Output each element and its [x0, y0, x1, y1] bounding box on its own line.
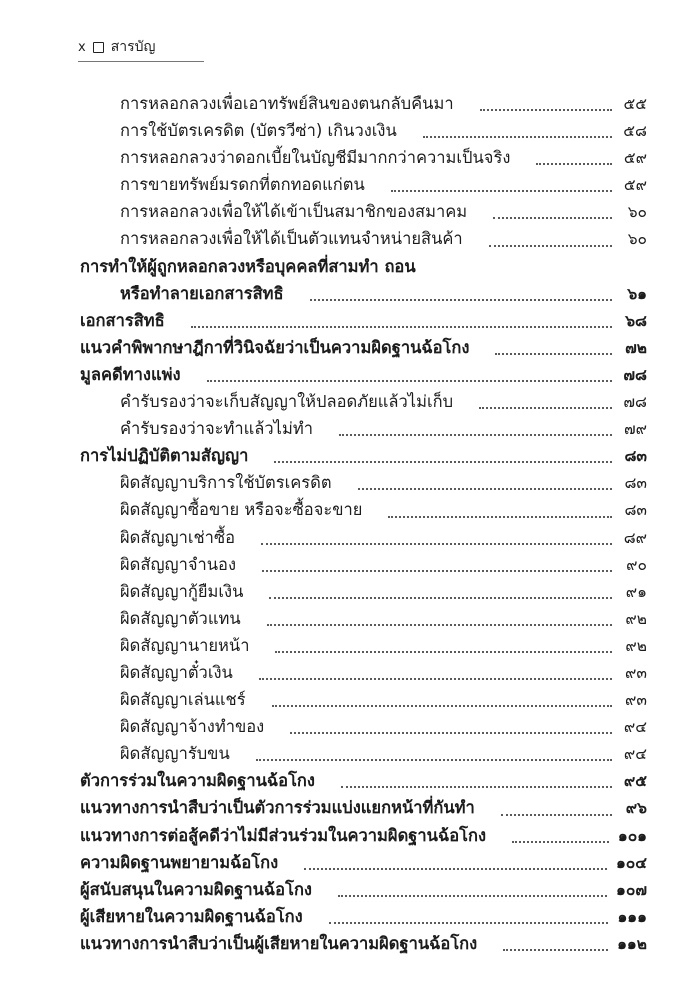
- dot-leader: [259, 678, 612, 680]
- dot-leader: [275, 651, 612, 653]
- toc-entry-page-number: ๕๘: [623, 122, 647, 141]
- dot-leader: [358, 488, 612, 490]
- toc-entry-page-number: ๙๓: [625, 663, 647, 682]
- dot-leader: [310, 299, 612, 301]
- dot-leader: [512, 841, 609, 843]
- toc-entry: [80, 171, 647, 198]
- toc-entry: [80, 90, 647, 117]
- toc-entry-label: แนวทางการนำสืบว่าเป็นตัวการร่วมแบ่งแยกหน้าที่กันทำ: [80, 798, 475, 818]
- toc-entry: [80, 794, 647, 821]
- dot-leader: [207, 380, 612, 382]
- dot-leader: [338, 895, 607, 897]
- toc-entry: [80, 605, 647, 632]
- toc-entry-page-number: ๖๐: [627, 230, 647, 249]
- toc-entry-page-number: ๘๓: [624, 474, 647, 493]
- toc-entry: [80, 442, 647, 469]
- toc-entry-label: ผิดสัญญาจ้างทำของ: [120, 717, 265, 737]
- toc-entry-page-number: ๙๒: [625, 636, 647, 655]
- toc-entry-label: มูลคดีทางแพ่ง: [80, 364, 181, 384]
- dot-leader: [269, 597, 612, 599]
- toc-entry-page-number: ๘๓: [624, 501, 647, 520]
- toc-entry-page-number: ๘๙: [623, 528, 647, 547]
- toc-entry-label: การทำให้ผู้ถูกหลอกลวงหรือบุคคลที่สามทำ ถอน: [80, 256, 416, 276]
- toc-entry-label: ผิดสัญญาเช่าซื้อ: [120, 527, 236, 547]
- toc-entry-page-number: ๙๔: [623, 718, 647, 737]
- toc-entry: [80, 578, 647, 605]
- toc-entry-page-number: ๑๐๔: [615, 853, 647, 872]
- running-header: [78, 36, 155, 58]
- toc-entry: [80, 903, 647, 930]
- toc-entry: [80, 713, 647, 740]
- toc-entry-label: การหลอกลวงว่าดอกเบี้ยในบัญชีมีมากกว่าความเป็นจริง: [120, 148, 511, 168]
- toc-entry: [80, 496, 647, 523]
- toc-entry-label: ผิดสัญญากู้ยืมเงิน: [120, 581, 244, 601]
- toc-entry-page-number: ๕๙: [623, 149, 647, 168]
- toc-entry-label: คำรับรองว่าจะเก็บสัญญาให้ปลอดภัยแล้วไม่เก็บ: [120, 392, 454, 412]
- toc-entry: [80, 767, 647, 794]
- toc-entry: [80, 551, 647, 578]
- toc-entry-label: ผิดสัญญาซื้อขาย หรือจะซื้อจะขาย: [120, 500, 363, 520]
- dot-leader: [391, 190, 612, 192]
- toc-entry-page-number: ๑๐๑: [617, 826, 647, 845]
- toc-entry-page-number: ๘๓: [624, 447, 647, 466]
- toc-entry-label: การหลอกลวงเพื่อให้ได้เข้าเป็นสมาชิกของสมาคม: [120, 202, 468, 222]
- page-number: x: [78, 39, 86, 55]
- toc-entry-label: ผิดสัญญาบริการใช้บัตรเครดิต: [120, 473, 332, 493]
- toc-entry: [80, 280, 647, 307]
- dot-leader: [272, 705, 612, 707]
- toc-entry-page-number: ๙๖: [625, 799, 647, 818]
- toc-entry: [80, 469, 647, 496]
- header-rule: [78, 61, 204, 62]
- dot-leader: [536, 163, 612, 165]
- toc-entry-label: การขายทรัพย์มรดกที่ตกทอดแก่ตน: [120, 175, 365, 195]
- toc-entry: [80, 659, 647, 686]
- toc-entry: [80, 225, 647, 252]
- toc-entry: [80, 930, 647, 957]
- toc-entry-page-number: ๑๐๗: [616, 880, 647, 899]
- table-of-contents: [80, 90, 647, 957]
- toc-entry: [80, 198, 647, 225]
- toc-entry-label: ผู้เสียหายในความผิดฐานฉ้อโกง: [80, 906, 303, 926]
- toc-entry: [80, 415, 647, 442]
- dot-leader: [480, 109, 612, 111]
- toc-entry: [80, 253, 647, 280]
- dot-leader: [493, 217, 612, 219]
- toc-entry: [80, 822, 647, 849]
- dot-leader: [423, 136, 612, 138]
- toc-entry-page-number: ๗๒: [625, 338, 647, 357]
- toc-entry-label: การไม่ปฏิบัติตามสัญญา: [80, 446, 249, 466]
- toc-entry: [80, 524, 647, 551]
- toc-entry-label: การหลอกลวงเพื่อเอาทรัพย์สินของตนกลับคืนมา: [120, 94, 454, 113]
- toc-entry-page-number: ๖๘: [625, 311, 647, 330]
- toc-entry: [80, 334, 647, 361]
- dot-leader: [290, 732, 612, 734]
- toc-entry-label: ผิดสัญญาตัวแทน: [120, 608, 241, 628]
- toc-entry-page-number: ๙๒: [625, 609, 647, 628]
- dot-leader: [261, 543, 612, 545]
- toc-entry-label: ผิดสัญญาจำนอง: [120, 554, 237, 574]
- dot-leader: [501, 814, 612, 816]
- toc-entry-page-number: ๗๘: [623, 393, 647, 412]
- toc-entry: [80, 740, 647, 767]
- open-square-icon: [93, 42, 104, 53]
- dot-leader: [274, 461, 612, 463]
- dot-leader: [503, 949, 608, 951]
- toc-entry-label: แนวทางการต่อสู้คดีว่าไม่มีส่วนร่วมในความผิดฐานฉ้อโกง: [80, 825, 487, 845]
- toc-entry-label: แนวทางการนำสืบว่าเป็นผู้เสียหายในความผิดฐานฉ้อโกง: [80, 933, 478, 953]
- toc-entry-label: ความผิดฐานพยายามฉ้อโกง: [80, 852, 279, 872]
- toc-entry-page-number: ๕๙: [623, 176, 647, 195]
- dot-leader: [256, 759, 612, 761]
- toc-entry: [80, 307, 647, 334]
- toc-entry-page-number: ๗๘: [623, 365, 647, 384]
- toc-entry: [80, 686, 647, 713]
- section-title: สารบัญ: [110, 39, 156, 55]
- toc-entry-label: การใช้บัตรเครดิต (บัตรวีซ่า) เกินวงเงิน: [120, 121, 397, 141]
- toc-entry: [80, 144, 647, 171]
- toc-entry-label: หรือทำลายเอกสารสิทธิ: [120, 283, 284, 303]
- toc-entry-page-number: ๙๔: [623, 745, 647, 764]
- toc-entry-label: ตัวการร่วมในความผิดฐานฉ้อโกง: [80, 771, 315, 791]
- dot-leader: [262, 570, 612, 572]
- toc-entry-label: ผิดสัญญาตั๋วเงิน: [120, 662, 233, 682]
- toc-entry: [80, 117, 647, 144]
- toc-entry-label: แนวคำพิพากษาฎีกาที่วินิจฉัยว่าเป็นความผิดฐานฉ้อโกง: [80, 337, 470, 357]
- toc-entry-page-number: ๙๓: [625, 691, 647, 710]
- dot-leader: [191, 326, 612, 328]
- toc-entry: [80, 849, 647, 876]
- toc-entry-page-number: ๑๑๒: [617, 934, 647, 953]
- dot-leader: [341, 786, 612, 788]
- toc-entry-page-number: ๖๐: [627, 203, 647, 222]
- toc-entry: [80, 632, 647, 659]
- dot-leader: [489, 245, 612, 247]
- toc-entry-label: การหลอกลวงเพื่อให้ได้เป็นตัวแทนจำหน่ายสินค้า: [120, 229, 463, 249]
- toc-entry-label: ผิดสัญญาเล่นแชร์: [120, 690, 246, 710]
- dot-leader: [388, 516, 612, 518]
- toc-entry: [80, 361, 647, 388]
- dot-leader: [329, 922, 609, 924]
- toc-entry-page-number: ๖๑: [627, 284, 647, 303]
- toc-entry-page-number: ๙๕: [623, 772, 647, 791]
- toc-entry-page-number: ๙๑: [625, 582, 647, 601]
- toc-entry-page-number: ๗๙: [623, 420, 647, 439]
- toc-entry-label: ผิดสัญญานายหน้า: [120, 635, 250, 655]
- toc-entry-label: ผู้สนับสนุนในความผิดฐานฉ้อโกง: [80, 879, 312, 899]
- dot-leader: [495, 353, 612, 355]
- toc-entry-label: ผิดสัญญารับขน: [120, 744, 230, 764]
- toc-entry-page-number: ๙๐: [626, 555, 647, 574]
- toc-entry: [80, 876, 647, 903]
- toc-entry-label: เอกสารสิทธิ: [80, 310, 165, 330]
- toc-entry-label: คำรับรองว่าจะทำแล้วไม่ทำ: [120, 419, 313, 439]
- dot-leader: [339, 434, 612, 436]
- toc-entry: [80, 388, 647, 415]
- dot-leader: [267, 624, 612, 626]
- toc-entry-page-number: ๑๑๑: [617, 907, 647, 926]
- dot-leader: [479, 407, 612, 409]
- dot-leader: [304, 868, 607, 870]
- toc-entry-page-number: ๕๕: [623, 95, 647, 113]
